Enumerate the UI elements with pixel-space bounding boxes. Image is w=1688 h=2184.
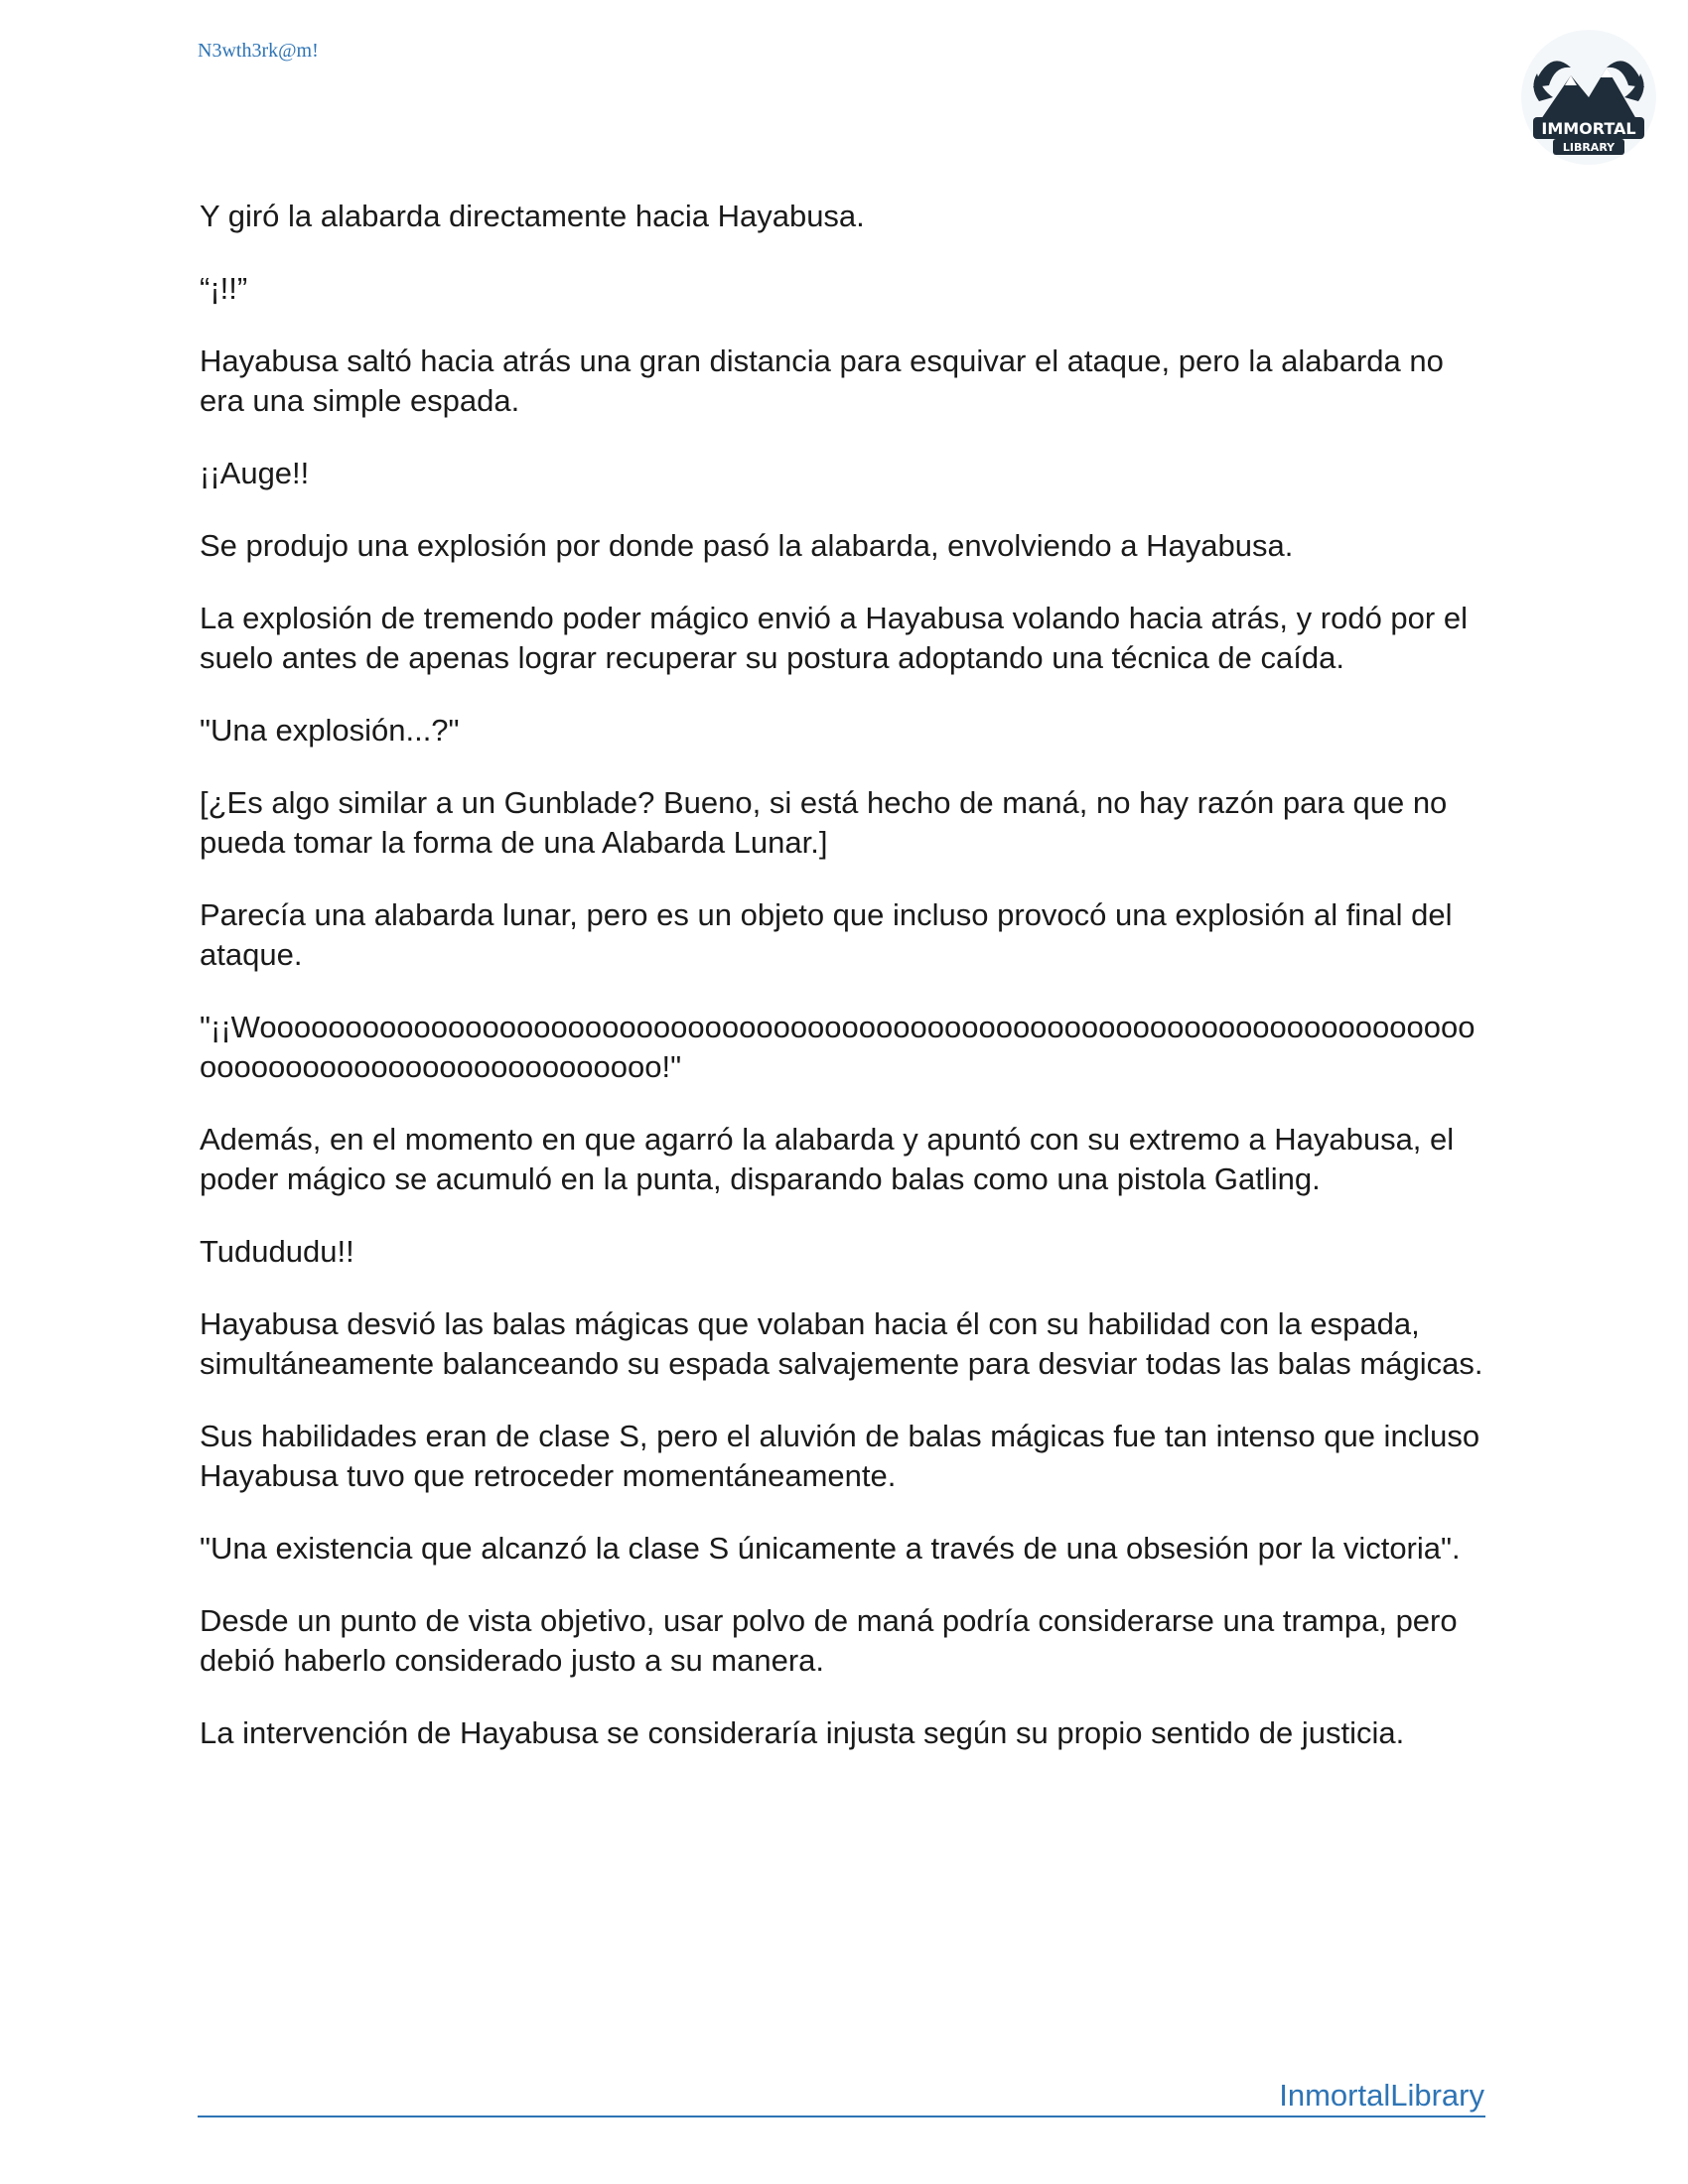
footer-divider [198, 2116, 1485, 2117]
paragraph: Hayabusa desvió las balas mágicas que volaban hacia él con su habilidad con la espada, simultáneamente balanceando su espada salvajemente para desviar todas las balas mágicas. [200, 1306, 1483, 1381]
logo-text-bottom: LIBRARY [1562, 141, 1616, 154]
paragraph: "Una explosión...?" [200, 713, 460, 748]
paragraph: Sus habilidades eran de clase S, pero el aluvión de balas mágicas fue tan intenso que incluso Hayabusa tuvo que retroceder momentáneamente. [200, 1419, 1480, 1493]
footer-link[interactable]: InmortalLibrary [1279, 2078, 1484, 2113]
paragraph: Se produjo una explosión por donde pasó la alabarda, envolviendo a Hayabusa. [200, 528, 1294, 563]
paragraph: [¿Es algo similar a un Gunblade? Bueno, si está hecho de maná, no hay razón para que no pueda tomar la forma de una Alabarda Lunar.] [200, 785, 1448, 860]
paragraph: Hayabusa saltó hacia atrás una gran distancia para esquivar el ataque, pero la alabarda no era una simple espada. [200, 343, 1444, 418]
paragraph: "¡¡Woooooooooooooooooooooooooooooooooooooooooooooooooooooooooooooooooooooooooooooooooooooooooooooooooo!" [200, 1010, 1476, 1084]
paragraph: Tudududu!! [200, 1234, 354, 1269]
paragraph: "Una existencia que alcanzó la clase S únicamente a través de una obsesión por la victoria". [200, 1531, 1461, 1566]
paragraph: “¡!!” [200, 271, 248, 306]
header-tag: N3wth3rk@m! [198, 40, 319, 62]
paragraph: Parecía una alabarda lunar, pero es un objeto que incluso provocó una explosión al final del ataque. [200, 897, 1453, 972]
paragraph: Desde un punto de vista objetivo, usar polvo de maná podría considerarse una trampa, pero debió haberlo considerado justo a su manera. [200, 1603, 1458, 1678]
logo-text-top: IMMORTAL [1541, 119, 1636, 138]
paragraph: ¡¡Auge!! [200, 456, 310, 490]
paragraph: Además, en el momento en que agarró la alabarda y apuntó con su extremo a Hayabusa, el poder mágico se acumuló en la punta, disparando balas como una pistola Gatling. [200, 1122, 1455, 1196]
paragraph: La explosión de tremendo poder mágico envió a Hayabusa volando hacia atrás, y rodó por el suelo antes de apenas lograr recuperar su postura adoptando una técnica de caída. [200, 601, 1468, 675]
immortal-library-logo [1519, 28, 1658, 167]
paragraph: La intervención de Hayabusa se consideraría injusta según su propio sentido de justicia. [200, 1715, 1405, 1750]
document-body [200, 197, 1490, 1786]
paragraph: Y giró la alabarda directamente hacia Hayabusa. [200, 199, 865, 233]
